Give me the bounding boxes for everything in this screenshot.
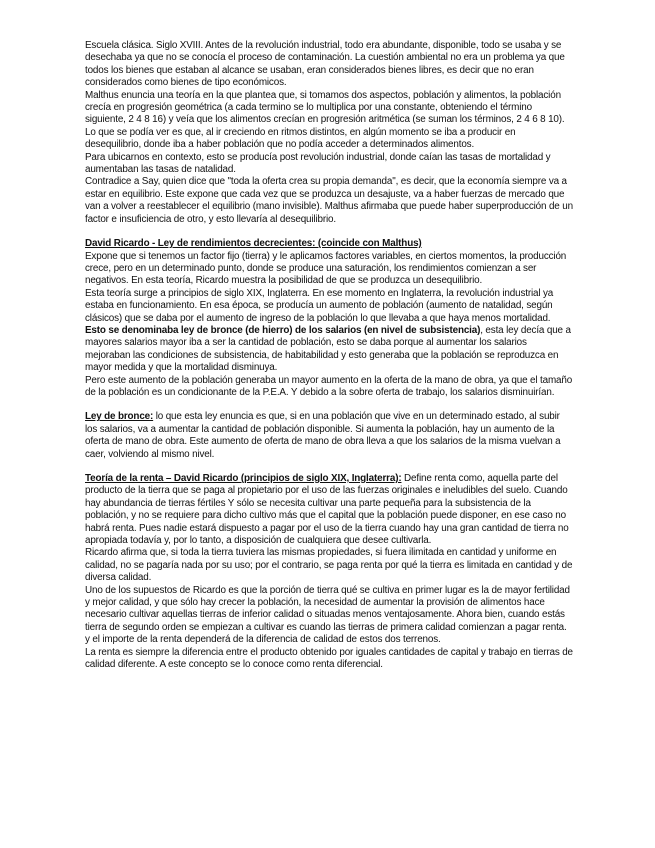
ley-bronce-rest-text: , esta ley decía que a mayores salarios mayor iba a ser la cantidad de población, esto se daba porque al aumentar los salarios mejoraban las condiciones de subsistencia, de habitabilidad y esto generaba que la población se reproduzca en mayor medida y que la mortalidad disminuya. — [85, 324, 571, 374]
paragraph-escuela-clasica: Escuela clásica. Siglo XVIII. Antes de la revolución industrial, todo era abundante, disponible, todo se usaba y se desechaba ya que no se conocía el proceso de contaminación. La cuestión ambiental no era un problema ya que todos los bienes que estaban al alcance se usaban, eran considerados bienes libres, es decir que no eran considerados como bienes de tipo económicos. — [85, 40, 565, 89]
paragraph-teoria-renta — [85, 473, 573, 547]
document-page — [85, 40, 573, 672]
paragraph-supuestos: Uno de los supuestos de Ricardo es que la porción de tierra qué se cultiva en primer lugar es la de mayor fertilidad y mejor calidad, y que sólo hay crecer la población, la necesidad de aumentar la provisión de alimentos hace necesario cultivar aquellas tierras de inferior calidad o situadas menos ventajosamente. Ahora bien, cuando estás tierra de segundo orden se empiezan a cultivar es cuando las tierras de primera calidad comienzan a pagar renta. y el importe de la renta dependerá de la diferencia de calidad de estos dos terrenos. — [85, 584, 570, 646]
paragraph-siglo-xix: Esta teoría surge a principios de siglo XIX, Inglaterra. En ese momento en Inglaterra, la revolución industrial ya estaba en funcionamiento. En esa época, se producía un aumento de población (aumento de natalidad, según clásicos) que se daba por el aumento de ingreso de la población lo que llevaba a que haya menos mortalidad. — [85, 287, 554, 324]
paragraph-contexto: Para ubicarnos en contexto, esto se producía post revolución industrial, donde caían las tasas de mortalidad y aumentaban las tasas de natalidad. — [85, 151, 551, 176]
heading-ley-rendimientos: David Ricardo - Ley de rendimientos decrecientes: (coincide con Malthus) — [85, 238, 422, 250]
paragraph-renta-diferencial: La renta es siempre la diferencia entre el producto obtenido por iguales cantidades de capital y trabajo en tierras de calidad diferente. A este concepto se lo conoce como renta diferencial. — [85, 646, 573, 671]
heading-ley-bronce: Ley de bronce: — [85, 411, 154, 423]
paragraph-say: Contradice a Say, quien dice que "toda la oferta crea su propia demanda", es decir, que la economía siempre va a estar en equilibrio. Este expone que cada vez que se produzca un desajuste, va a haber fuerzas de mercado que van a volver a reestablecer el equilibrio (mano invisible). Malthus afirmaba que puede haber superproducción de un factor e insuficiencia de otro, y esto llevaría al desequilibrio. — [85, 176, 573, 225]
paragraph-gap — [85, 226, 573, 238]
paragraph-gap — [85, 399, 573, 411]
heading-teoria-renta: Teoría de la renta – David Ricardo (principios de siglo XIX, Inglaterra): — [85, 473, 402, 484]
ley-bronce-bold-text: Esto se denominaba ley de bronce (de hierro) de los salarios (en nivel de subsistencia) — [85, 324, 481, 336]
paragraph-ley-bronce — [85, 411, 573, 461]
paragraph-factor-fijo: Expone que si tenemos un factor fijo (tierra) y le aplicamos factores variables, en ciertos momentos, la producción crece, pero en un determinado punto, donde se produce una saturación, los rendimientos comienzan a ser negativos. En esta teoría, Ricardo muestra la posibilidad de que se produzca un desequilibrio. — [85, 250, 567, 287]
paragraph-oferta-mano-obra: Pero este aumento de la población generaba un mayor aumento en la oferta de la mano de obra, ya que el tamaño de la población es un condicionante de la P.E.A. Y debido a la sobre oferta de trabajo, los salarios disminuirían. — [85, 374, 573, 398]
teoria-renta-text: Define renta como, aquella parte del producto de la tierra que se paga al propietario por el uso de las fuerzas originales e ineludibles del suelo. Cuando hay abundancia de tierras fértiles Y sólo se necesita cultivar una parte pequeña para la subsistencia de la población, y no se requiere para dicho cultivo más que el capital que la población puede disponer, en ese caso no habrá renta. Pues nadie estará dispuesto a pagar por el uso de la tierra cuando hay una gran cantidad de tierra no apropiada todavía y, por lo tanto, a disposición de cualquiera que desee cultivarla. — [85, 473, 569, 547]
paragraph-ricardo-afirma: Ricardo afirma que, si toda la tierra tuviera las mismas propiedades, si fuera ilimitada en cantidad y uniforme en calidad, no se pagaría nada por su uso; por el contrario, se paga renta por qué la tierra es limitada en cantidad y de diversa calidad. — [85, 547, 573, 584]
paragraph-gap — [85, 461, 573, 473]
paragraph-malthus: Malthus enuncia una teoría en la que plantea que, si tomamos dos aspectos, población y alimentos, la población crecía en progresión geométrica (a cada termino se lo multiplica por una constante, obteniendo el término siguiente, 2 4 8 16) y veía que los alimentos crecían en progresión aritmética (se suman los términos, 2 4 6 8 10). Lo que se podía ver es que, al ir creciendo en ritmos distintos, en algún momento se iba a producir en desequilibrio, donde iba a haber población que no podía acceder a determinados alimentos. — [85, 89, 565, 151]
ley-bronce-text: lo que esta ley enuncia es que, si en una población que vive en un determinado estado, al subir los salarios, va a aumentar la cantidad de población disponible. Si aumenta la población, hay un aumento de la oferta de mano de obra. Este aumento de oferta de mano de obra lleva a que los salarios de la misma vuelvan a caer, volviendo al mismo nivel. — [85, 411, 561, 460]
paragraph-ley-bronce-salarios — [85, 325, 573, 375]
